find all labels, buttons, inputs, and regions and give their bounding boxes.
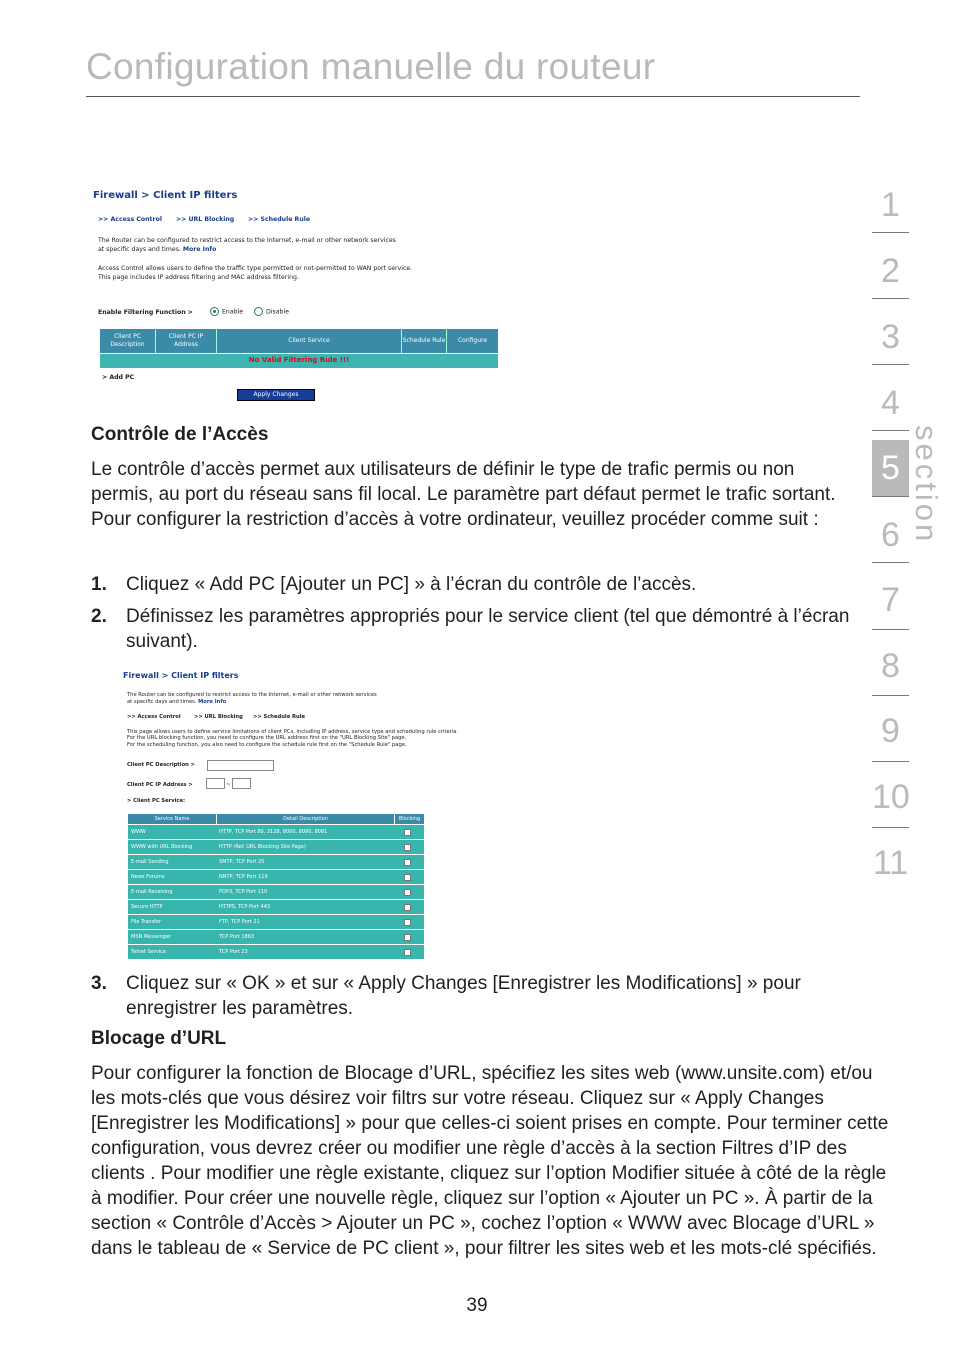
page-number: 39 <box>466 1295 488 1316</box>
section-title-url-blocking: Blocage d’URL <box>91 1028 227 1049</box>
section-number-8: 8 <box>881 647 900 685</box>
section-divider <box>872 364 909 365</box>
col-client-pc-ip: Client PC IP Address <box>156 329 217 353</box>
nav-schedule-rule[interactable]: >> Schedule Rule <box>253 714 306 720</box>
section-title-access-control: Contrôle de l’Accès <box>91 424 269 445</box>
add-pc-link[interactable]: > Add PC <box>102 374 135 381</box>
blocking-checkbox[interactable] <box>404 889 411 896</box>
ip-end-input[interactable] <box>232 778 251 789</box>
blocking-checkbox[interactable] <box>404 934 411 941</box>
blocking-checkbox[interactable] <box>404 844 411 851</box>
step-text: Cliquez « Add PC [Ajouter un PC] » à l’écran du contrôle de l’accès. <box>126 574 697 595</box>
step-number: 3. <box>91 973 107 994</box>
radio-icon[interactable] <box>210 307 219 316</box>
step-text: Cliquez sur « OK » et sur « Apply Changes [Enregistrer les Modifications] » pour enregistrer les paramètres. <box>126 973 801 1019</box>
breadcrumb: Firewall > Client IP filters <box>93 190 238 201</box>
disable-radio[interactable]: Disable <box>254 307 289 317</box>
header-divider <box>86 96 860 97</box>
table-row: News Forums NNTP, TCP Port 119 <box>128 870 424 885</box>
step-number: 1. <box>91 574 107 595</box>
table-row: File Transfer FTP, TCP Port 21 <box>128 915 424 930</box>
url-blocking-paragraph: Pour configurer la fonction de Blocage d’URL, spécifiez les sites web (www.unsite.com) et/ou les mots-clés que vous désirez voir filtrs sur votre réseau. Cliquez sur « Apply Changes [Enregistrer les Modifications] » pour que celles-ci soient prises en compte. Pour terminer cette configuration, vous devrez créer ou modifier une règle d’accès à la section Filtres d’IP des clients . Pour modifier une règle existante, cliquez sur l’option Modifier située à côté de la règle à modifier. Pour créer une nouvelle règle, cliquez sur l’option « Ajouter un PC ». À partir de la section « Contrôle d’Accès > Ajouter un PC », cochez l’option « WWW avec Blocage d’URL » dans le tableau de « Service de PC client », pour filtrer les sites web et les mots-clé spécifiés. <box>91 1063 889 1259</box>
section-divider <box>872 695 909 696</box>
section-number-11: 11 <box>872 844 909 882</box>
nav-schedule-rule[interactable]: >> Schedule Rule <box>248 216 311 223</box>
no-rule-message: No Valid Filtering Rule !!! <box>100 354 498 368</box>
nav-url-blocking[interactable]: >> URL Blocking <box>194 714 243 720</box>
col-service-name: Service Name <box>128 814 216 824</box>
section-label: section <box>909 425 944 545</box>
blocking-checkbox[interactable] <box>404 874 411 881</box>
screenshot-add-pc <box>123 670 493 970</box>
table-row: Secure HTTP HTTPS, TCP Port 443 <box>128 900 424 915</box>
blocking-checkbox[interactable] <box>404 949 411 956</box>
description-text: This page includes IP address filtering and MAC address filtering. <box>98 274 299 281</box>
table-row: WWW HTTP, TCP Port 80, 3128, 8000, 8080, 8081 <box>128 825 424 840</box>
description-text: For the scheduling function, you also need to configure the schedule rule first on the "Schedule Rule" page. <box>127 742 407 748</box>
list-item <box>91 604 881 654</box>
blocking-checkbox[interactable] <box>404 829 411 836</box>
section-number-7: 7 <box>881 581 900 619</box>
col-blocking: Blocking <box>395 814 424 824</box>
enable-radio[interactable]: Enable <box>210 307 243 317</box>
breadcrumb: Firewall > Client IP filters <box>123 671 239 680</box>
col-client-service: Client Service <box>217 329 402 353</box>
more-info-link[interactable]: More Info <box>198 699 227 705</box>
section-number-10: 10 <box>872 778 910 816</box>
section-number-9: 9 <box>881 712 900 750</box>
nav-access-control[interactable]: >> Access Control <box>127 714 181 720</box>
ip-range-separator: ~ <box>226 782 231 788</box>
nav-url-blocking[interactable]: >> URL Blocking <box>176 216 235 223</box>
enable-filtering-label: Enable Filtering Function > <box>98 309 193 316</box>
blocking-checkbox[interactable] <box>404 919 411 926</box>
section-number-3: 3 <box>881 318 900 356</box>
nav-access-control[interactable]: >> Access Control <box>98 216 162 223</box>
client-pc-service-label: > Client PC Service: <box>127 798 186 804</box>
col-client-pc-description: Client PC Description <box>100 329 156 353</box>
table-row: Telnet Service TCP Port 23 <box>128 945 424 960</box>
description-text: The Router can be configured to restrict access to the Internet, e-mail or other network services <box>98 237 396 244</box>
col-schedule-rule: Schedule Rule <box>402 329 447 353</box>
access-control-paragraph: Le contrôle d’accès permet aux utilisateurs de définir le type de trafic permis ou non permis, au port du réseau sans fil local. Le paramètre part défaut permet le trafic sortant. Pour configurer la restriction d’accès à votre ordinateur, veuillez procéder comme suit : <box>91 459 836 530</box>
col-detail-description: Detail Description <box>217 814 394 824</box>
section-divider <box>872 562 909 563</box>
blocking-checkbox[interactable] <box>404 859 411 866</box>
description-text: The Router can be configured to restrict access to the Internet, e-mail or other network services <box>127 692 377 698</box>
table-row: E-mail Sending SMTP, TCP Port 25 <box>128 855 424 870</box>
section-divider <box>872 298 909 299</box>
col-configure: Configure <box>447 329 498 353</box>
screenshot-client-ip-filters <box>93 186 503 404</box>
page-header-title: Configuration manuelle du routeur <box>86 46 656 87</box>
client-pc-description-label: Client PC Description > <box>127 762 195 768</box>
description-text: This page allows users to define service limitations of client PCs, including IP address, service type and scheduling rule criteria. <box>127 729 459 735</box>
table-row: MSN Messenger TCP Port 1863 <box>128 930 424 945</box>
client-pc-description-input[interactable] <box>207 760 274 771</box>
blocking-checkbox[interactable] <box>404 904 411 911</box>
more-info-link[interactable]: More Info <box>182 246 217 253</box>
step-text: Définissez les paramètres appropriés pour le service client (tel que démontré à l’écran suivant). <box>126 606 850 652</box>
section-number-6: 6 <box>881 516 900 554</box>
description-text: at specific days and times. More Info <box>98 246 217 253</box>
list-item <box>91 971 881 1021</box>
section-number-2: 2 <box>881 252 900 290</box>
section-number-5-active: 5 <box>872 440 909 496</box>
section-divider <box>872 232 909 233</box>
description-text: Access Control allows users to define the traffic type permitted or not-permitted to WAN port service. <box>98 265 413 272</box>
client-pc-ip-label: Client PC IP Address > <box>127 782 193 788</box>
ip-start-input[interactable] <box>206 778 225 789</box>
list-item <box>91 572 881 597</box>
description-text: For the URL blocking function, you need to configure the URL address first on the "URL Blocking Site" page. <box>127 735 407 741</box>
section-divider <box>872 827 909 828</box>
description-text: at specific days and times. More Info <box>127 699 227 705</box>
table-row: WWW with URL Blocking HTTP (Ref. URL Blocking Site Page) <box>128 840 424 855</box>
section-number-4: 4 <box>881 384 900 422</box>
radio-icon[interactable] <box>254 307 263 316</box>
section-divider <box>872 761 909 762</box>
apply-changes-button[interactable]: Apply Changes <box>237 389 315 401</box>
step-number: 2. <box>91 606 107 627</box>
table-row: E-mail Receiving POP3, TCP Port 110 <box>128 885 424 900</box>
section-number-1: 1 <box>881 186 900 224</box>
